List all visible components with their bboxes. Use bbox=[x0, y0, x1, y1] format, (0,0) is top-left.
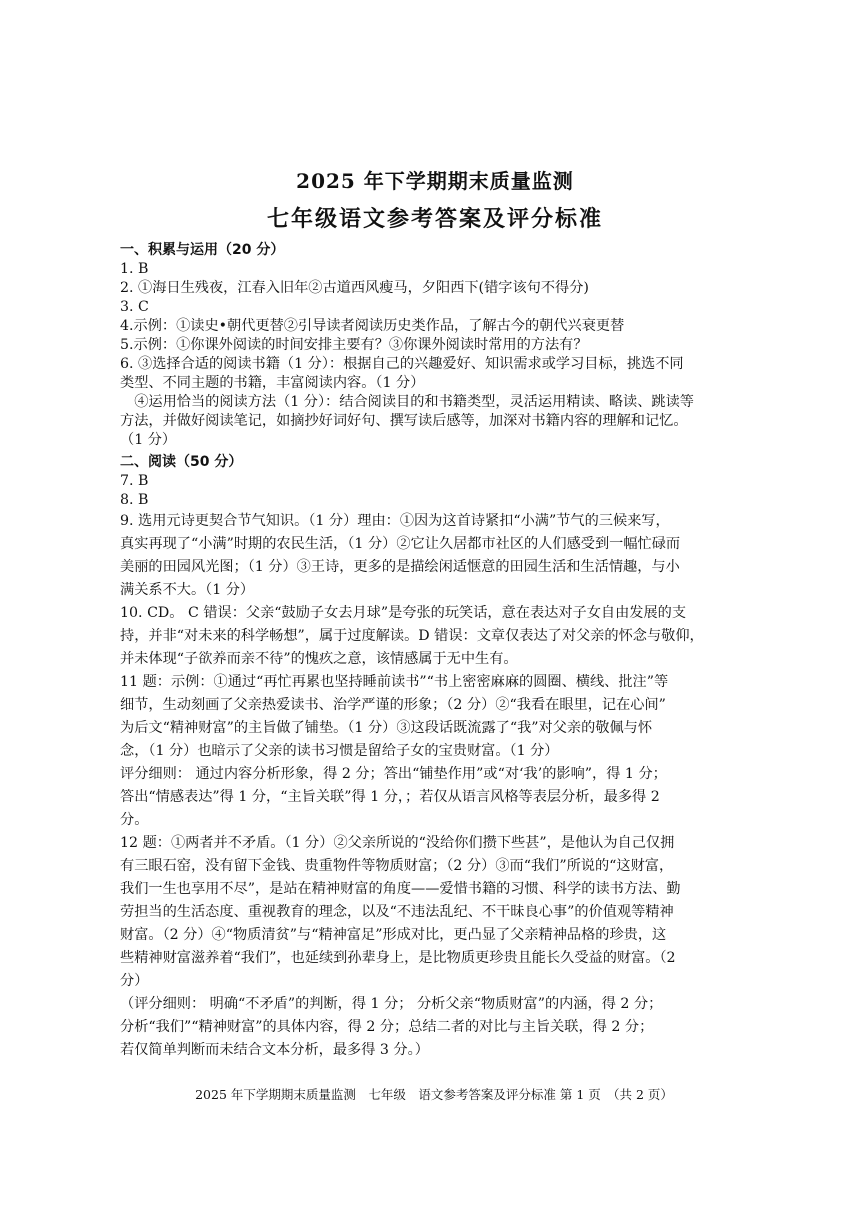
answer-line: 1. B bbox=[120, 261, 149, 277]
answer-line: 为后文“精神财富”的主旨做了铺垫。（1 分）③这段话既流露了“我”对父亲的敬佩与怀 bbox=[120, 720, 653, 736]
answer-q11 bbox=[120, 671, 750, 832]
answer-line: 11 题：示例：①通过“再忙再累也坚持睡前读书”“书上密密麻麻的圆圈、横线、批注”等 bbox=[120, 674, 669, 690]
answer-line: 3. C bbox=[120, 299, 149, 315]
scoring-rule-line: 评分细则： 通过内容分析形象，得 2 分；答出“铺垫作用”或“对‘我’的影响”，得 1 分； bbox=[120, 766, 667, 782]
answer-line: 6. ③选择合适的阅读书籍（1 分）：根据自己的兴趣爱好、知识需求或学习目标，挑选不同 bbox=[120, 356, 684, 372]
answer-line: 满关系不大。（1 分） bbox=[120, 582, 255, 598]
scoring-rule-line: 答出“情感表达”得 1 分，“主旨关联”得 1 分，；若仅从语言风格等表层分析，最多得 2 bbox=[120, 789, 660, 805]
answer-line: 10. CD。 C 错误：父亲“鼓励子女去月球”是夸张的玩笑话，意在表达对子女自由发展的支 bbox=[120, 605, 687, 621]
answer-line: 美丽的田园风光图；（1 分）③王诗，更多的是描绘闲适惬意的田园生活和生活情趣，与小 bbox=[120, 559, 680, 575]
answer-line: 分） bbox=[120, 973, 149, 989]
answer-line: 些精神财富滋养着“我们”，也延续到孙辈身上，是比物质更珍贵且能长久受益的财富。（2 bbox=[120, 950, 676, 966]
answer-line: 劳担当的生活态度、重视教育的理念，以及“不违法乱纪、不干昧良心事”的价值观等精神 bbox=[120, 904, 674, 920]
answer-line: 有三眼石窑，没有留下金钱、贵重物件等物质财富；（2 分）③而“我们”所说的“这财富， bbox=[120, 858, 674, 874]
section-heading-reading: 二、阅读（50 分） bbox=[120, 454, 243, 470]
scoring-rule-line: 分。 bbox=[120, 812, 149, 828]
answer-q12 bbox=[120, 832, 750, 1062]
answer-line: 细节，生动刻画了父亲热爱读书、治学严谨的形象；（2 分）②“我看在眼里，记在心间” bbox=[120, 697, 666, 713]
answer-q9 bbox=[120, 510, 750, 602]
document-title: 2025 年下学期期末质量监测 bbox=[296, 169, 574, 193]
answer-line: 财富。（2 分）④“物质清贫”与“精神富足”形成对比，更凸显了父亲精神品格的珍贵，这 bbox=[120, 927, 667, 943]
scoring-rule-line: （评分细则： 明确“不矛盾”的判断，得 1 分； 分析父亲“物质财富”的内涵，得 2 分； bbox=[120, 996, 663, 1012]
section-heading-accumulation: 一、积累与运用（20 分） bbox=[120, 242, 285, 258]
answer-line: 8. B bbox=[120, 492, 149, 508]
answer-line: 我们一生也享用不尽”，是站在精神财富的角度——爱惜书籍的习惯、科学的读书方法、勤 bbox=[120, 881, 681, 897]
section1-answers bbox=[120, 260, 750, 450]
answer-line: 类型、不同主题的书籍，丰富阅读内容。（1 分） bbox=[120, 375, 425, 391]
answer-line: 9. 选用元诗更契合节气知识。（1 分）理由：①因为这首诗紧扣“小满”节气的三候来写， bbox=[120, 513, 670, 529]
answer-line: 真实再现了“小满”时期的农民生活，（1 分）②它让久居都市社区的人们感受到一幅忙碌而 bbox=[120, 536, 681, 552]
document-subtitle: 七年级语文参考答案及评分标准 bbox=[266, 206, 603, 232]
answer-line: ④运用恰当的阅读方法（1 分）：结合阅读目的和书籍类型，灵活运用精读、略读、跳读等 bbox=[120, 394, 694, 410]
scoring-rule-line: 分析“我们”“精神财富”的具体内容，得 2 分；总结二者的对比与主旨关联，得 2 分； bbox=[120, 1019, 654, 1035]
answer-line: 持，并非“对未来的科学畅想”，属于过度解读。D 错误：文章仅表达了对父亲的怀念与敬仰， bbox=[120, 628, 704, 644]
answer-line: 念，（1 分）也暗示了父亲的读书习惯是留给子女的宝贵财富。（1 分） bbox=[120, 743, 559, 759]
answer-line: 5.示例：①你课外阅读的时间安排主要有？③你课外阅读时常用的方法有？ bbox=[120, 337, 588, 353]
answer-line: 并未体现“子欲养而亲不待”的愧疚之意，该情感属于无中生有。 bbox=[120, 651, 518, 667]
answer-line: （1 分） bbox=[120, 432, 177, 448]
answer-line: 方法，并做好阅读笔记，如摘抄好词好句、撰写读后感等，加深对书籍内容的理解和记忆。 bbox=[120, 413, 688, 429]
answer-line: 4.示例：①读史•朝代更替②引导读者阅读历史类作品，了解古今的朝代兴衰更替 bbox=[120, 318, 625, 334]
page-footer: 2025 年下学期期末质量监测 七年级 语文参考答案及评分标准 第 1 页 （共 2 页） bbox=[195, 1087, 673, 1102]
answer-line: 2. ①海日生残夜，江春入旧年②古道西风瘦马，夕阳西下(错字该句不得分) bbox=[120, 280, 589, 296]
answer-line: 7. B bbox=[120, 473, 149, 489]
answer-sheet-page bbox=[120, 165, 750, 1062]
answer-q10 bbox=[120, 602, 750, 671]
answer-line: 12 题：①两者并不矛盾。（1 分）②父亲所说的“没给你们攒下些甚”，是他认为自己仅拥 bbox=[120, 835, 675, 851]
scoring-rule-line: 若仅简单判断而未结合文本分析，最多得 3 分。） bbox=[120, 1042, 429, 1058]
section2-answers bbox=[120, 472, 750, 1062]
